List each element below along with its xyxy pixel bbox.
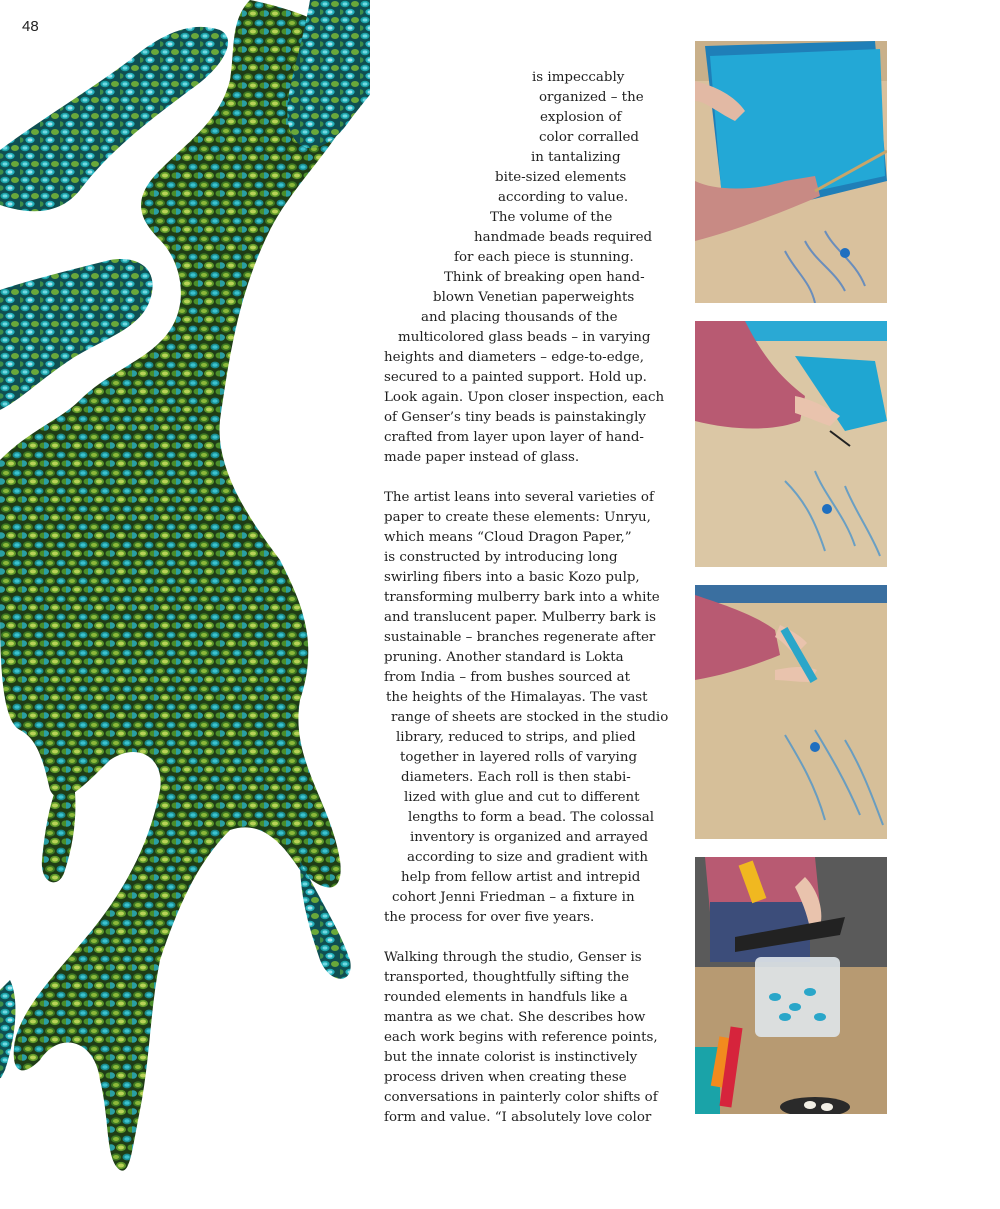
paragraph-1 — [384, 68, 665, 468]
text-line: help from fellow artist and intrepid — [401, 870, 641, 885]
text-line: and translucent paper. Mulberry bark is — [384, 610, 657, 625]
article-body — [384, 68, 669, 1128]
text-line: crafted from layer upon layer of hand- — [384, 430, 644, 445]
text-line: each work begins with reference points, — [384, 1030, 658, 1045]
text-line: swirling fibers into a basic Kozo pulp, — [384, 570, 640, 585]
text-line: the process for over five years. — [384, 910, 595, 925]
text-line: range of sheets are stocked in the studio — [391, 710, 669, 725]
text-line: The artist leans into several varieties of — [384, 490, 654, 505]
process-photo-4 — [695, 857, 887, 1114]
text-line: together in layered rolls of varying — [400, 750, 638, 765]
text-line: paper to create these elements: Unryu, — [384, 510, 651, 525]
text-line: Walking through the studio, Genser is — [384, 950, 642, 965]
process-photo-1 — [695, 41, 887, 303]
text-line: bite-sized elements — [495, 170, 627, 185]
text-line: handmade beads required — [474, 230, 653, 245]
process-photo-2 — [695, 321, 887, 567]
text-line: multicolored glass beads – in varying — [398, 330, 651, 345]
text-line: in tantalizing — [531, 150, 621, 165]
text-line: for each piece is stunning. — [454, 250, 634, 265]
text-line: process driven when creating these — [384, 1070, 627, 1085]
text-line: but the innate colorist is instinctively — [384, 1050, 638, 1065]
text-line: lengths to form a bead. The colossal — [408, 810, 655, 825]
paragraph-3 — [384, 948, 658, 1128]
process-photo-3 — [695, 585, 887, 839]
sculpture-illustration — [0, 0, 370, 1190]
text-line: the heights of the Himalayas. The vast — [386, 690, 648, 705]
text-line: and placing thousands of the — [421, 310, 618, 325]
text-line: sustainable – branches regenerate after — [384, 630, 656, 645]
text-line: pruning. Another standard is Lokta — [384, 650, 624, 665]
text-line: according to value. — [498, 190, 629, 205]
text-line: made paper instead of glass. — [384, 450, 580, 465]
text-line: Think of breaking open hand- — [444, 270, 645, 285]
text-line: color corralled — [539, 130, 639, 145]
paragraph-2 — [384, 488, 669, 928]
text-line: rounded elements in handfuls like a — [384, 990, 628, 1005]
text-line: library, reduced to strips, and plied — [396, 730, 636, 745]
text-line: Look again. Upon closer inspection, each — [384, 390, 665, 405]
text-line: form and value. “I absolutely love color — [384, 1110, 652, 1125]
page-number: 48 — [22, 18, 39, 35]
text-line: which means “Cloud Dragon Paper,” — [384, 530, 632, 545]
text-line: transforming mulberry bark into a white — [384, 590, 660, 605]
text-line: conversations in painterly color shifts of — [384, 1090, 658, 1105]
text-line: lized with glue and cut to different — [404, 790, 640, 805]
text-line: secured to a painted support. Hold up. — [384, 370, 647, 385]
text-line: mantra as we chat. She describes how — [384, 1010, 646, 1025]
text-line: of Genser’s tiny beads is painstakingly — [384, 410, 646, 425]
text-line: inventory is organized and arrayed — [410, 830, 649, 845]
sculpture-photo — [0, 0, 370, 1190]
text-line: is constructed by introducing long — [384, 550, 618, 565]
text-line: transported, thoughtfully sifting the — [384, 970, 630, 985]
text-line: according to size and gradient with — [407, 850, 649, 865]
text-line: cohort Jenni Friedman – a fixture in — [392, 890, 635, 905]
text-line: blown Venetian paperweights — [433, 290, 635, 305]
text-line: from India – from bushes sourced at — [384, 670, 631, 685]
text-line: diameters. Each roll is then stabi- — [401, 770, 631, 785]
text-line: The volume of the — [490, 210, 613, 225]
text-line: explosion of — [540, 110, 622, 125]
text-line: heights and diameters – edge-to-edge, — [384, 350, 644, 365]
text-line: is impeccably — [532, 70, 625, 85]
text-line: organized – the — [539, 90, 644, 105]
